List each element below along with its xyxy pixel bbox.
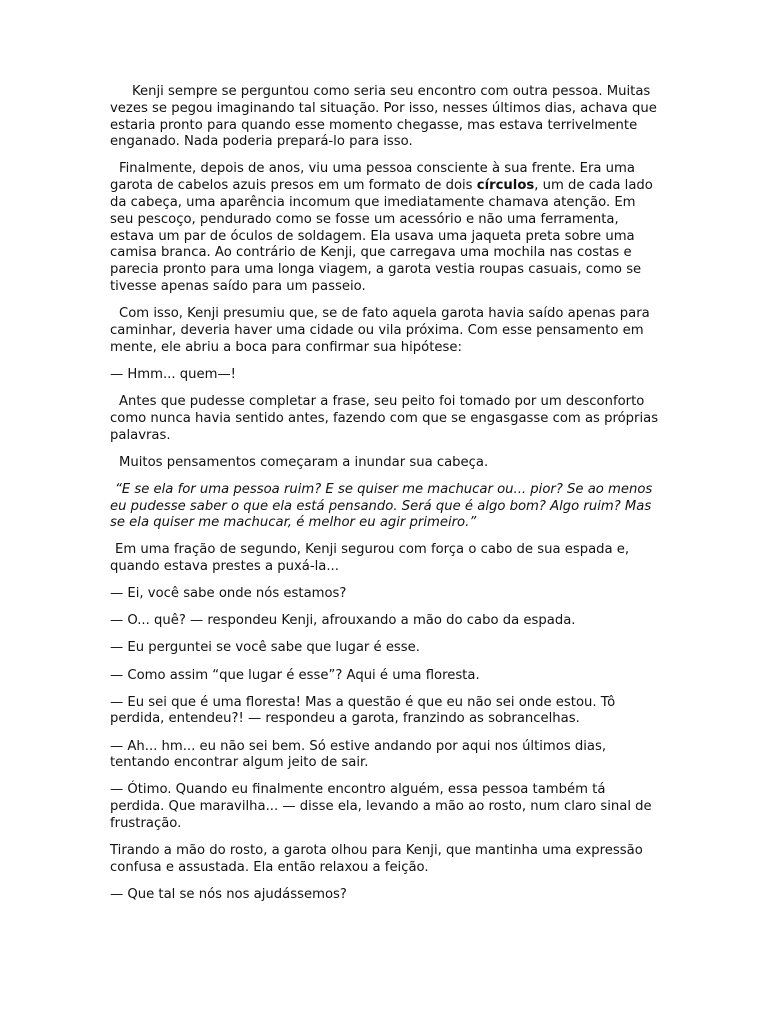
dialogue-line: — Hmm... quem—! — [110, 366, 236, 382]
dialogue-line: — Que tal se nós nos ajudássemos? — [110, 887, 347, 903]
dialogue-line: — Eu sei que é uma floresta! Mas a questão é que eu não sei onde estou. Tô perdida, entendeu?! — respondeu a garota, franzindo as sobrancelhas. — [110, 694, 616, 727]
paragraph: Com isso, Kenji presumiu que, se de fato aquela garota havia saído apenas para caminhar, deveria haver uma cidade ou vila próxima. Com esse pensamento em mente, ele abriu a boca para confirmar sua hipótese: — [110, 306, 650, 355]
story-text — [110, 84, 660, 914]
paragraph: Antes que pudesse completar a frase, seu peito foi tomado por um desconforto como nunca havia sentido antes, fazendo com que se engasgasse com as próprias palavras. — [110, 393, 659, 443]
dialogue-line: — Ótimo. Quando eu finalmente encontro alguém, essa pessoa também tá perdida. Que maravilha... — disse ela, levando a mão ao rosto, num claro sinal de frustração. — [110, 782, 652, 832]
text-span: , um de cada lado da cabeça, uma aparência incomum que imediatamente chamava atenção. Em seu pescoço, pendurado como se fosse um acessório e não uma ferramenta, estava um par de óculos de soldagem. Ela usava uma jaqueta preta sobre uma camisa branca. Ao contrário de Kenji, que carregava uma mochila nas costas e parecia pronto para uma longa viagem, a garota vestia roupas casuais, como se tivesse apenas saído para um passeio. — [110, 178, 653, 295]
dialogue-line: — O... quê? — respondeu Kenji, afrouxando a mão do cabo da espada. — [110, 613, 576, 629]
dialogue-line: — Ei, você sabe onde nós estamos? — [110, 586, 347, 602]
bold-word: círculos — [476, 178, 535, 194]
text-span: Finalmente, depois de anos, viu uma pessoa consciente à sua frente. Era uma garota de cabelos azuis presos em um formato de dois — [110, 161, 635, 194]
dialogue-line: — Como assim “que lugar é esse”? Aqui é uma floresta. — [110, 667, 480, 683]
paragraph: Muitos pensamentos começaram a inundar sua cabeça. — [119, 454, 489, 470]
paragraph: Tirando a mão do rosto, a garota olhou para Kenji, que mantinha uma expressão confusa e assustada. Ela então relaxou a feição. — [110, 843, 643, 875]
dialogue-line: — Ah... hm... eu não sei bem. Só estive andando por aqui nos últimos dias, tentando encontrar algum jeito de sair. — [110, 738, 607, 771]
paragraph: Em uma fração de segundo, Kenji segurou com força o cabo de sua espada e, quando estava prestes a puxá-la... — [110, 542, 630, 575]
inner-thought: “E se ela for uma pessoa ruim? E se quiser me machucar ou... pior? Se ao menos eu pudesse saber o que ela está pensando. Será que é algo bom? Algo ruim? Mas se ela quiser me machucar, é melhor eu agir primeiro.” — [110, 481, 653, 531]
paragraph — [110, 161, 660, 295]
paragraph: Kenji sempre se perguntou como seria seu encontro com outra pessoa. Muitas vezes se pegou imaginando tal situação. Por isso, nesses últimos dias, achava que estaria pronto para quando esse momento chegasse, mas estava terrivelmente enganado. Nada poderia prepará-lo para isso. — [110, 84, 657, 150]
dialogue-line: — Eu perguntei se você sabe que lugar é esse. — [110, 640, 420, 656]
